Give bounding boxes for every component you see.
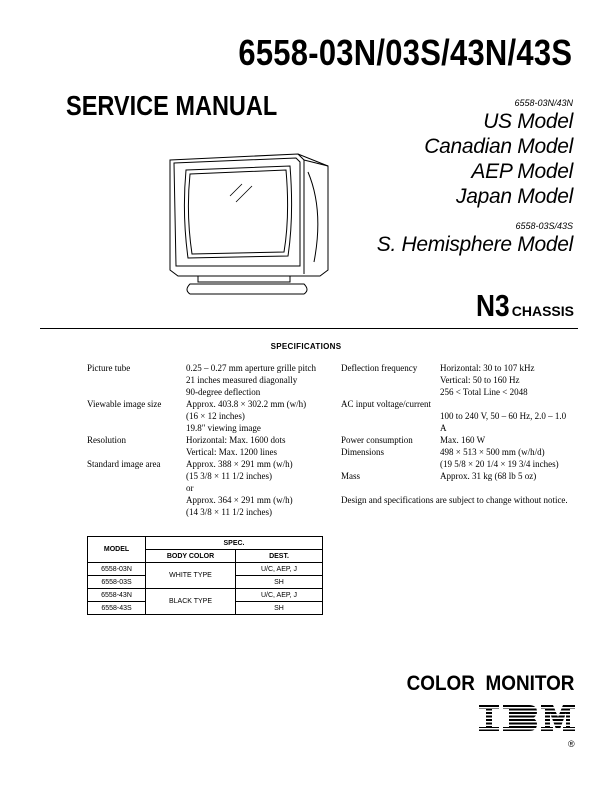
spec-line: Vertical: Max. 1200 lines [186, 447, 277, 457]
spec-line: A [440, 423, 447, 433]
spec-row-dimensions [341, 446, 581, 470]
spec-line: (16 × 12 inches) [186, 411, 245, 421]
header-body-color: BODY COLOR [146, 550, 236, 563]
spec-value [186, 398, 343, 434]
header-dest: DEST. [236, 550, 323, 563]
chassis-designation [470, 288, 574, 324]
spec-line: Approx. 403.8 × 302.2 mm (w/h) [186, 399, 307, 409]
document-title: SERVICE MANUAL [66, 90, 278, 121]
spec-column-left [87, 362, 343, 518]
spec-line: 19.8" viewing image [186, 423, 261, 433]
region-model-us: US Model [483, 110, 573, 133]
spec-line: Approx. 31 kg (68 lb 5 oz) [440, 471, 537, 481]
cell-dest: SH [236, 576, 323, 589]
spec-line: (14 3/8 × 11 1/2 inches) [186, 507, 272, 517]
spec-line: 100 to 240 V, 50 – 60 Hz, 2.0 – 1.0 [440, 411, 567, 421]
table-row [88, 589, 323, 602]
spec-value [186, 434, 343, 458]
ibm-logo [479, 703, 579, 753]
spec-row-resolution [87, 434, 343, 458]
spec-column-right [341, 362, 581, 506]
spec-value [186, 458, 343, 518]
spec-line: (19 5/8 × 20 1/4 × 19 3/4 inches) [440, 459, 559, 469]
spec-line: Approx. 364 × 291 mm (w/h) [186, 495, 293, 505]
model-table [87, 536, 323, 615]
spec-label: Power consumption [341, 435, 413, 445]
region-model-canada: Canadian Model [424, 135, 573, 158]
spec-label: Resolution [87, 435, 127, 445]
chassis-label: CHASSIS [511, 303, 574, 319]
cell-dest: SH [236, 602, 323, 615]
spec-line: 0.25 – 0.27 mm aperture grille pitch [186, 363, 316, 373]
spec-line: Max. 160 W [440, 435, 486, 445]
cell-model: 6558-03N [88, 563, 146, 576]
spec-row-power-consumption [341, 434, 581, 446]
spec-value [440, 362, 581, 398]
spec-row-viewable-size [87, 398, 343, 434]
spec-row-mass [341, 470, 581, 482]
spec-value [440, 470, 581, 482]
spec-label: Dimensions [341, 447, 385, 457]
spec-line: Horizontal: 30 to 107 kHz [440, 363, 535, 373]
region-model-japan: Japan Model [456, 185, 573, 208]
region-model-aep: AEP Model [471, 160, 573, 183]
spec-line: 498 × 513 × 500 mm (w/h/d) [440, 447, 545, 457]
spec-note: Design and specifications are subject to change without notice. [341, 495, 568, 505]
spec-line: 21 inches measured diagonally [186, 375, 298, 385]
region-group-code: 6558-03N/43N [514, 98, 573, 108]
spec-line: 256 < Total Line < 2048 [440, 387, 528, 397]
spec-value [440, 434, 581, 446]
spec-line: (15 3/8 × 11 1/2 inches) [186, 471, 272, 481]
monitor-illustration [168, 150, 333, 302]
section-divider [40, 328, 578, 329]
cell-dest: U/C, AEP, J [236, 563, 323, 576]
spec-label: Mass [341, 471, 361, 481]
spec-row-picture-tube [87, 362, 343, 398]
cell-dest: U/C, AEP, J [236, 589, 323, 602]
spec-label: Standard image area [87, 459, 161, 469]
chassis-code: N3 [476, 288, 510, 323]
spec-line: Vertical: 50 to 160 Hz [440, 375, 520, 385]
registered-mark: ® [568, 739, 575, 749]
cell-body-color: WHITE TYPE [146, 563, 236, 589]
product-type: COLOR MONITOR [406, 672, 574, 695]
cell-body-color: BLACK TYPE [146, 589, 236, 615]
table-row [88, 563, 323, 576]
cell-model: 6558-03S [88, 576, 146, 589]
spec-value [440, 446, 581, 470]
cell-model: 6558-43N [88, 589, 146, 602]
spec-value [186, 362, 343, 398]
region-model-s-hemisphere: S. Hemisphere Model [376, 233, 573, 256]
spec-label: Picture tube [87, 363, 131, 373]
spec-label: AC input voltage/current [341, 399, 431, 409]
table-header-row [88, 537, 323, 550]
spec-row-standard-image-area [87, 458, 343, 518]
region-group-n [424, 97, 573, 209]
header-spec: SPEC. [146, 537, 323, 550]
specifications-title: SPECIFICATIONS [270, 342, 342, 351]
spec-label: Deflection frequency [341, 363, 418, 373]
header-model: MODEL [88, 537, 146, 563]
region-group-s [377, 220, 573, 257]
spec-row-ac-input [341, 398, 581, 434]
spec-line: or [186, 483, 194, 493]
cell-model: 6558-43S [88, 602, 146, 615]
spec-line: Approx. 388 × 291 mm (w/h) [186, 459, 293, 469]
region-group-code: 6558-03S/43S [515, 221, 573, 231]
spec-row-deflection-frequency [341, 362, 581, 398]
spec-value [341, 410, 581, 434]
spec-label: Viewable image size [87, 399, 162, 409]
model-numbers-heading: 6558-03N/03S/43N/43S [238, 32, 572, 73]
spec-line: Horizontal: Max. 1600 dots [186, 435, 286, 445]
spec-line: 90-degree deflection [186, 387, 261, 397]
